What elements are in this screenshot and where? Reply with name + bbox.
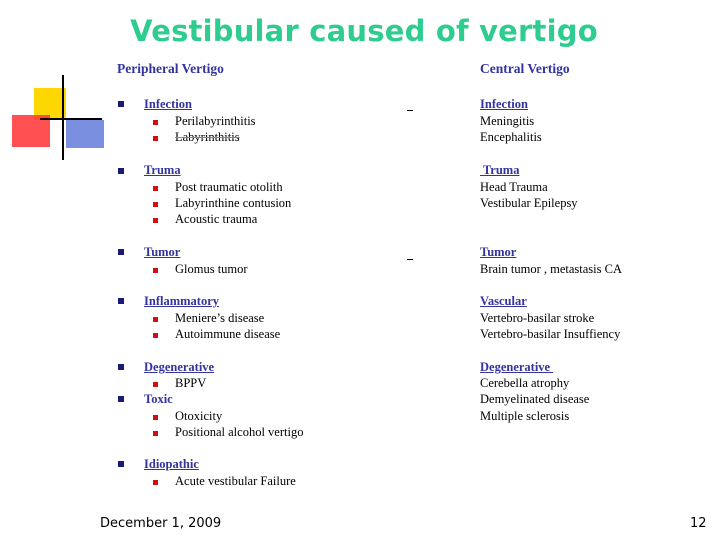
sub-bullet xyxy=(153,480,158,485)
list-item: Meniere’s disease xyxy=(175,311,265,325)
sub-bullet xyxy=(153,136,158,141)
category-label: Degenerative xyxy=(480,360,554,374)
dash-marker xyxy=(407,110,413,111)
sub-bullet xyxy=(153,218,158,223)
list-item: Post traumatic otolith xyxy=(175,180,283,194)
central-heading: Central Vertigo xyxy=(480,61,570,76)
category-label: Tumor xyxy=(480,245,517,259)
bullet xyxy=(118,249,124,255)
category-label: Infection xyxy=(480,97,528,111)
list-item: Positional alcohol vertigo xyxy=(175,425,304,439)
category-label: Vascular xyxy=(480,294,527,308)
list-item: Head Trauma xyxy=(480,180,548,194)
dash-marker xyxy=(407,259,413,260)
sub-bullet xyxy=(153,186,158,191)
list-item: Meningitis xyxy=(480,114,535,128)
peripheral-heading: Peripheral Vertigo xyxy=(117,61,224,76)
list-item: Acoustic trauma xyxy=(175,212,258,226)
bullet xyxy=(118,101,124,107)
list-item: Autoimmune disease xyxy=(175,327,281,341)
list-item: Glomus tumor xyxy=(175,262,248,276)
bullet xyxy=(118,168,124,174)
bullet xyxy=(118,461,124,467)
category-label: Truma xyxy=(144,163,181,177)
sub-bullet xyxy=(153,382,158,387)
list-item: Demyelinated disease xyxy=(480,392,590,406)
list-item: Vertebro-basilar Insuffiency xyxy=(480,327,621,341)
footer-date: December 1, 2009 xyxy=(100,516,222,531)
category-label: Inflammatory xyxy=(144,294,219,308)
category-label: Idiopathic xyxy=(144,457,199,471)
category-label: Toxic xyxy=(144,392,173,406)
page-number: 12 xyxy=(690,516,707,531)
list-item: Encephalitis xyxy=(480,130,542,144)
sub-bullet xyxy=(153,317,158,322)
list-item: BPPV xyxy=(175,376,207,390)
sub-bullet xyxy=(153,333,158,338)
category-label: Tumor xyxy=(144,245,181,259)
bullet xyxy=(118,298,124,304)
sub-bullet xyxy=(153,268,158,273)
sub-bullet xyxy=(153,202,158,207)
slide-title: Vestibular caused of vertigo xyxy=(130,14,598,48)
list-item: Perilabyrinthitis xyxy=(175,114,256,128)
decor-blue-square xyxy=(66,120,104,148)
category-label: Degenerative xyxy=(144,360,215,374)
list-item: Acute vestibular Failure xyxy=(175,474,296,488)
bullet xyxy=(118,364,124,370)
category-label: Truma xyxy=(480,163,520,177)
list-item: Labyrinthitis xyxy=(175,130,240,144)
sub-bullet xyxy=(153,431,158,436)
bullet xyxy=(118,396,124,402)
list-item: Vestibular Epilepsy xyxy=(480,196,578,210)
category-label: Infection xyxy=(144,97,192,111)
sub-bullet xyxy=(153,120,158,125)
sub-bullet xyxy=(153,415,158,420)
decor-horizontal-line xyxy=(40,118,102,120)
list-item: Otoxicity xyxy=(175,409,223,423)
list-item: Cerebella atrophy xyxy=(480,376,570,390)
list-item: Labyrinthine contusion xyxy=(175,196,292,210)
list-item: Vertebro-basilar stroke xyxy=(480,311,595,325)
list-item: Multiple sclerosis xyxy=(480,409,570,423)
list-item: Brain tumor , metastasis CA xyxy=(480,262,622,276)
